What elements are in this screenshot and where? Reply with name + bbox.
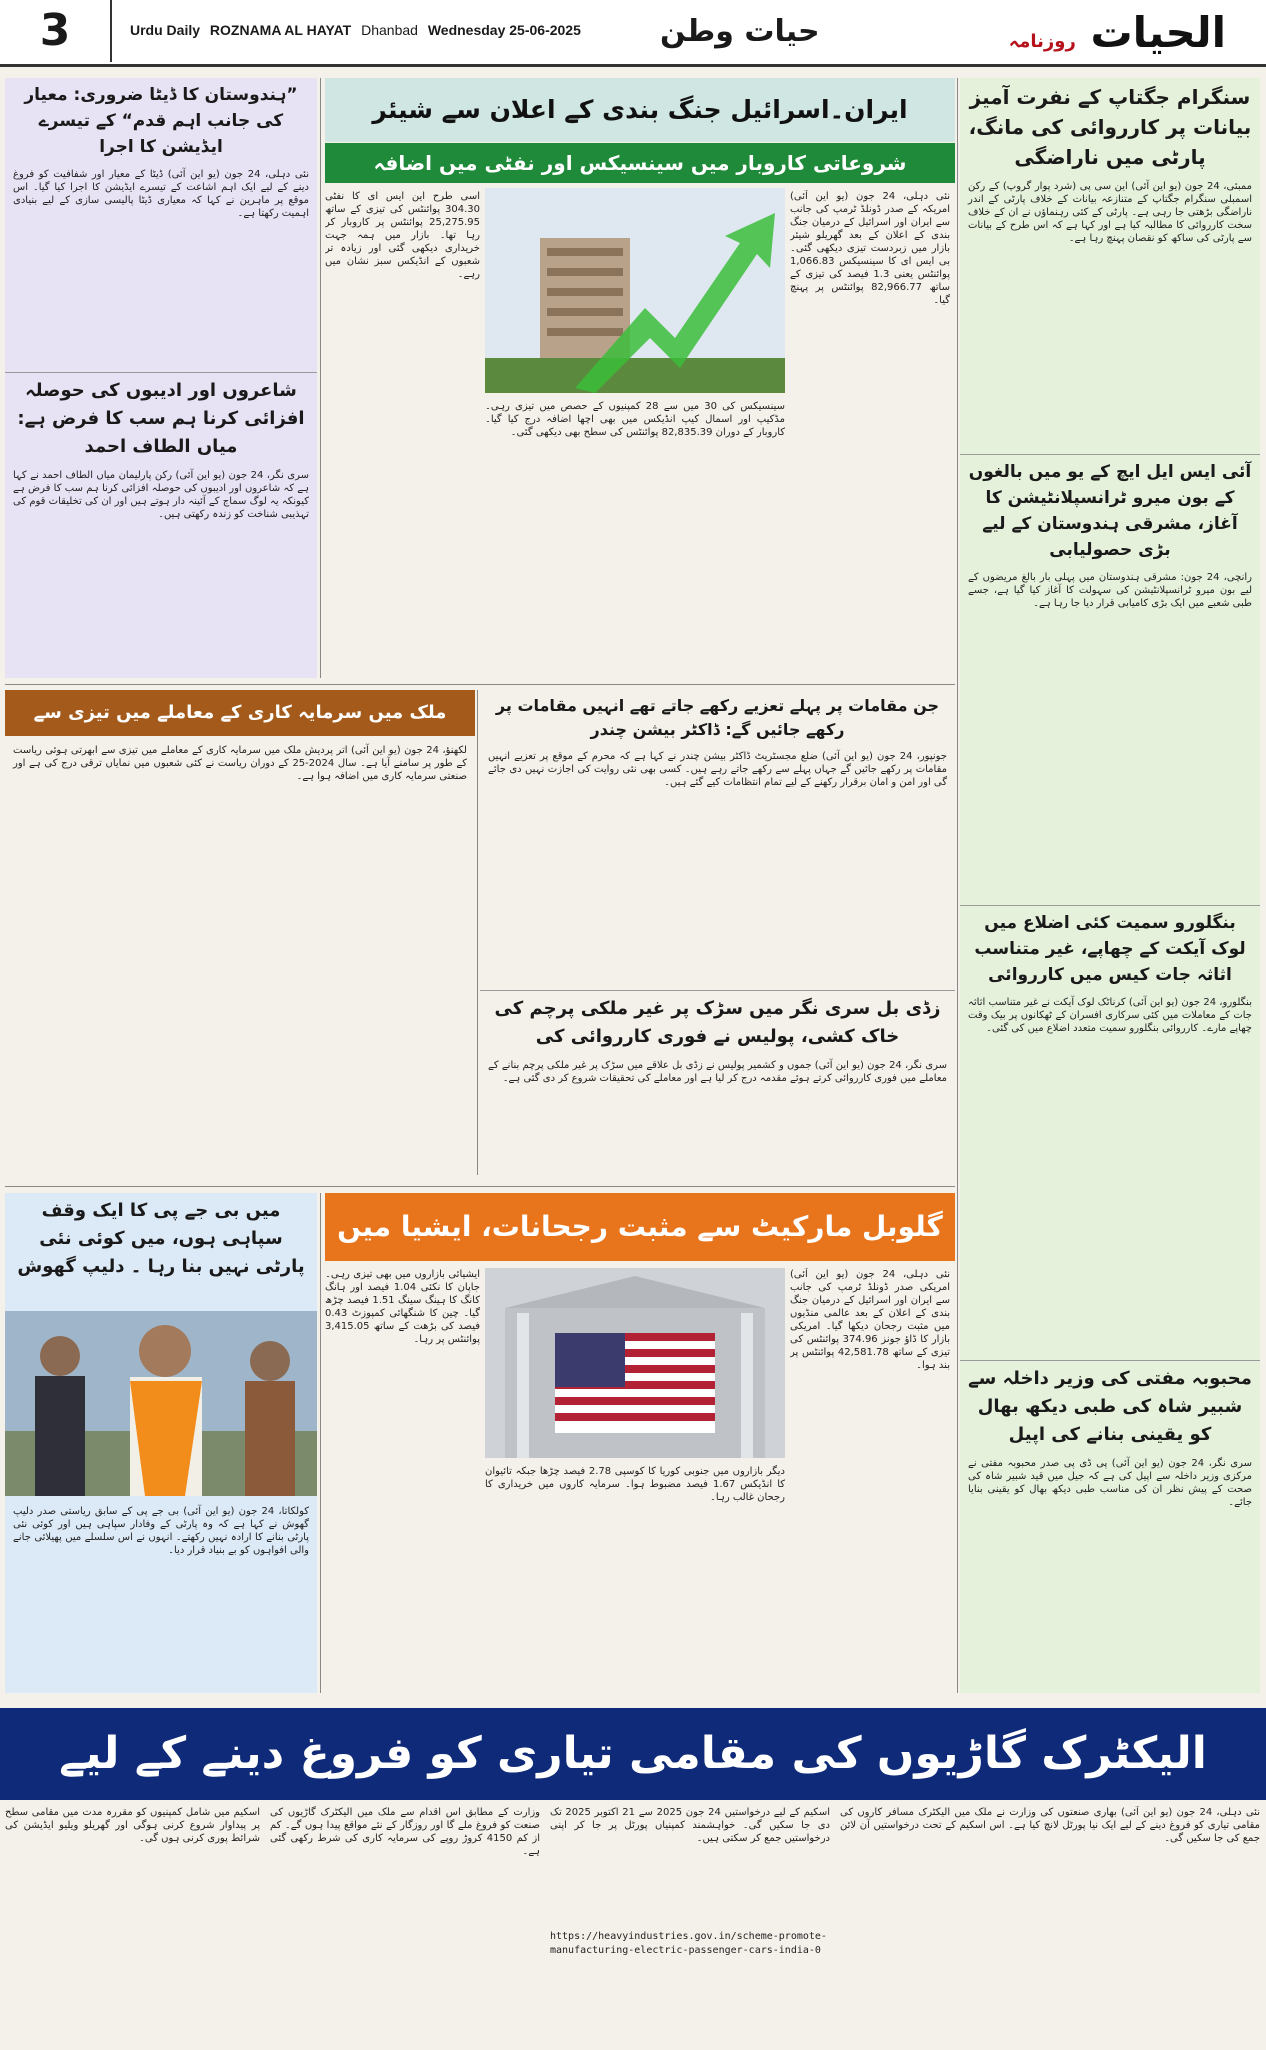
stock-chart-arrow-icon xyxy=(485,188,785,393)
article-tazia xyxy=(480,690,955,990)
body-up: لکھنؤ، 24 جون (یو این آئی) اتر پردیش ملک میں سرمایہ کاری کے معاملے میں تیزی سے ابھرتی ہوئی ریاست کے طور پر سامنے آیا ہے۔ سال 2024-25 کے دوران ریاست نے کئی شعبوں میں نمایاں ترقی درج کی ہے اور صنعتی سرمایہ کاری میں اضافہ ہوا ہے۔ xyxy=(13,745,467,782)
section-title: حیات وطن xyxy=(660,14,820,49)
headline-bengaluru: بنگلورو سمیت کئی اضلاع میں لوک آیکت کے چھاپے، غیر متناسب اثاثہ جات کیس میں کارروائی xyxy=(960,905,1260,992)
page-header xyxy=(0,0,1266,67)
row-rule xyxy=(5,1186,955,1187)
body-ev-3: وزارت کے مطابق اس اقدام سے ملک میں الیکٹرک گاڑیوں کی صنعت کو فروغ ملے گا اور روزگار کے نئے مواقع پیدا ہوں گے۔ کم از کم 4150 کروڑ روپے کی سرمایہ کاری کی شرط رکھی گئی ہے۔ xyxy=(270,1807,540,1857)
masthead-title: الحیات xyxy=(1090,8,1226,57)
body-iti: رانچی، 24 جون: مشرقی ہندوستان میں پہلی بار بالغ مریضوں کے لیے بون میرو ٹرانسپلانٹیشن کی سہولت کا آغاز کیا گیا ہے، جسے طبی شعبے میں ایک بڑی کامیابی قرار دیا جا رہا ہے۔ xyxy=(968,572,1252,609)
headline-data-edition: ”ہندوستان کا ڈیٹا ضروری: معیار کی جانب اہم قدم“ کے تیسرے ایڈیشن کا اجرا xyxy=(24,85,298,157)
body-ev-2: اسکیم کے لیے درخواستیں 24 جون 2025 سے 21 اکتوبر 2025 تک دی جا سکیں گی۔ خواہشمند کمپنیاں پورٹل پر جا کر اپنی درخواستیں جمع کر سکتی ہیں۔ xyxy=(550,1807,830,1844)
headline-up: ملک میں سرمایہ کاری کے معاملے میں تیزی سے xyxy=(33,702,447,723)
body-iran-2: اسی طرح این ایس ای کا نفٹی 304.30 پوائنٹس کی تیزی کے ساتھ 25,275.95 پوائنٹس پر کاروبار کر رہا تھا۔ بازار میں ہمہ جہت خریداری دیکھی گئی اور زیادہ تر شعبوں کے انڈیکس سبز نشان میں رہے۔ xyxy=(325,191,480,280)
column-rule xyxy=(320,78,321,678)
body-sangram: ممبئی، 24 جون (یو این آئی) این سی پی (شرد پوار گروپ) کے رکن اسمبلی سنگرام جگتاپ کے متنازعہ بیانات کے خلاف پارٹی کے اندر ناراضگی بڑھتی جا رہی ہے۔ پارٹی کے کئی رہنماؤں نے ان کے خلاف سخت کارروائی کا مطالبہ کیا ہے اور کہا ہے کہ اس طرح کے بیانات سے پارٹی کی ساکھ کو نقصان پہنچ رہا ہے۔ xyxy=(968,181,1253,244)
headline-iti: آئی ایس ایل ایچ کے یو میں بالغوں کے بون میرو ٹرانسپلانٹیشن کا آغاز، مشرقی ہندوستان کے لیے بڑی حصولیابی xyxy=(960,454,1260,567)
row-rule xyxy=(5,684,955,685)
masthead xyxy=(1005,8,1226,57)
headline-box-ev xyxy=(0,1708,1266,1800)
paper-name: ROZNAMA AL HAYAT xyxy=(209,22,352,38)
article-sangram xyxy=(960,78,1260,1693)
headline-mehbooba: محبوبہ مفتی کی وزیر داخلہ سے شبیر شاہ کی طبی دیکھ بھال کو یقینی بنانے کی اپیل xyxy=(960,1360,1260,1453)
headline-poets: شاعروں اور ادیبوں کی حوصلہ افزائی کرنا ہم سب کا فرض ہے: میاں الطاف احمد xyxy=(5,372,317,465)
body-global-1: نئی دہلی، 24 جون (یو این آئی) امریکی صدر ڈونلڈ ٹرمپ کی جانب سے ایران اور اسرائیل کے درمیان جنگ بندی کے اعلان کے بعد عالمی منڈیوں میں مثبت رجحان دیکھا گیا۔ امریکی بازار کا ڈاؤ جونز 374.96 پوائنٹس کی تیزی کے ساتھ 42,581.78 پوائنٹس پر بند ہوا۔ xyxy=(790,1269,950,1371)
body-data-edition: نئی دہلی، 24 جون (یو این آئی) ڈیٹا کے معیار اور شفافیت کو فروغ دینے کے لیے ایک اہم اشاعت کے تیسرے ایڈیشن کا اجرا کیا گیا۔ اس موقع پر ماہرین نے کہا کہ معیاری ڈیٹا پالیسی سازی کے لیے بنیادی اہمیت رکھتا ہے۔ xyxy=(13,169,309,219)
headline-box-iran xyxy=(325,78,955,142)
headline-box-global xyxy=(325,1193,955,1261)
paper-line: Urdu Daily xyxy=(130,22,201,38)
body-global-2: ایشیائی بازاروں میں بھی تیزی رہی۔ جاپان کا نکئی 1.04 فیصد اور ہانگ کانگ کا ہینگ سینگ 1.51 فیصد چڑھ گیا۔ چین کا شنگھائی کمپوزٹ 0.43 فیصد کی بڑھت کے ساتھ 3,415.05 پوائنٹس پر رہا۔ xyxy=(325,1269,480,1345)
headline-box-up xyxy=(5,690,475,736)
subhead-iran: شروعاتی کاروبار میں سینسیکس اور نفٹی میں اضافہ xyxy=(373,151,907,175)
body-iran-3: سینسیکس کی 30 میں سے 28 کمپنیوں کے حصص میں تیزی رہی۔ مڈکیپ اور اسمال کیپ انڈیکس میں بھی اچھا اضافہ درج کیا گیا۔ کاروبار کے دوران 82,835.39 پوائنٹس کی سطح بھی دیکھی گئی۔ xyxy=(485,401,785,438)
article-dilip xyxy=(5,1193,317,1693)
headline-zaddi: زڈی بل سری نگر میں سڑک پر غیر ملکی پرچم کی خاک کشی، پولیس نے فوری کارروائی کی xyxy=(494,998,941,1047)
headline-iran: ایران۔اسرائیل جنگ بندی کے اعلان سے شیئر xyxy=(372,95,908,124)
column-rule xyxy=(477,690,478,1175)
body-bengaluru: بنگلورو، 24 جون (یو این آئی) کرناٹک لوک آیکت نے غیر متناسب اثاثہ جات کے معاملات میں کئی سرکاری افسران کے ٹھکانوں پر بیک وقت چھاپے مارے۔ کارروائی بنگلورو سمیت متعدد اضلاع میں کی گئی۔ xyxy=(968,997,1252,1034)
column-rule xyxy=(320,1193,321,1693)
body-mehbooba: سری نگر، 24 جون (یو این آئی) پی ڈی پی صدر محبوبہ مفتی نے مرکزی وزیر داخلہ سے اپیل کی ہے کہ جیل میں قید شبیر شاہ کی صحت کے پیش نظر ان کی مناسب طبی دیکھ بھال کو یقینی بنایا جائے۔ xyxy=(968,1458,1252,1508)
masthead-prefix: روزنامہ xyxy=(1008,31,1076,52)
body-tazia: جونپور، 24 جون (یو این آئی) ضلع مجسٹریٹ ڈاکٹر بیشن چندر نے کہا ہے کہ محرم کے موقع پر تعزیے انہیں مقامات پر رکھے جائیں گے جہاں پہلے سے رکھے جاتے رہے ہیں۔ کسی بھی نئی روایت کی اجازت نہیں دی جائے گی اور امن و امان برقرار رکھنے کے لیے تمام انتظامات کیے گئے ہیں۔ xyxy=(488,751,947,788)
page-number: 3 xyxy=(0,0,112,62)
paper-city: Dhanbad xyxy=(361,22,418,38)
paper-date: Wednesday 25-06-2025 xyxy=(427,22,581,38)
ev-portal-url: https://heavyindustries.gov.in/scheme-promote-manufacturing-electric-passenger-cars-india-0 xyxy=(550,1931,827,1956)
body-poets: سری نگر، 24 جون (یو این آئی) رکن پارلیمان میاں الطاف احمد نے کہا ہے کہ شاعروں اور ادیبوں کی حوصلہ افزائی کرنا ہم سب کا فرض ہے کیونکہ یہ لوگ سماج کے آئینہ دار ہوتے ہیں اور ان کی تخلیقات قوم کی تہذیبی شناخت کو زندہ رکھتی ہیں۔ xyxy=(13,470,309,520)
subhead-box-iran xyxy=(325,143,955,183)
article-up xyxy=(5,740,475,1175)
dilip-photo xyxy=(5,1311,317,1496)
body-global-3: دیگر بازاروں میں جنوبی کوریا کا کوسپی 2.78 فیصد چڑھا جبکہ تائیوان کا انڈیکس 1.67 فیصد مضبوط ہوا۔ سرمایہ کاروں میں خریداری کا رجحان غالب رہا۔ xyxy=(485,1466,785,1503)
body-iran-1: نئی دہلی، 24 جون (یو این آئی) امریکہ کے صدر ڈونلڈ ٹرمپ کی جانب سے ایران اور اسرائیل کے درمیان جنگ بندی کے اعلان کے بعد گھریلو شیئر بازار میں زبردست تیزی دیکھی گئی۔ بی ایس ای کا سینسیکس 1,066.83 پوائنٹس یعنی 1.3 فیصد کی تیزی کے ساتھ 82,966.77 پوائنٹس پر پہنچ گیا۔ xyxy=(790,191,950,306)
headline-sangram: سنگرام جگتاپ کے نفرت آمیز بیانات پر کارروائی کی مانگ، پارٹی میں ناراضگی xyxy=(968,85,1252,169)
people-photo-icon xyxy=(5,1311,317,1496)
article-zaddi xyxy=(480,990,955,1176)
article-data-edition xyxy=(5,78,317,678)
body-dilip: کولکاتا، 24 جون (یو این آئی) بی جے پی کے سابق ریاستی صدر دلیپ گھوش نے کہا ہے کہ وہ پارٹی کے وفادار سپاہی ہیں اور کوئی نئی پارٹی بنانے کا ارادہ نہیں رکھتے۔ انہوں نے اس سلسلے میں پھیلائی جانے والی افواہوں کو بے بنیاد قرار دیا۔ xyxy=(13,1506,310,1556)
body-ev-4: اسکیم میں شامل کمپنیوں کو مقررہ مدت میں مقامی سطح پر پیداوار شروع کرنی ہوگی اور گھریلو ویلیو ایڈیشن کی شرائط پوری کرنی ہوں گی۔ xyxy=(5,1807,260,1844)
headline-ev: الیکٹرک گاڑیوں کی مقامی تیاری کو فروغ دینے کے لیے xyxy=(59,1728,1207,1779)
body-zaddi: سری نگر، 24 جون (یو این آئی) جموں و کشمیر پولیس نے زڈی بل علاقے میں سڑک پر غیر ملکی پرچم بنانے کے معاملے میں فوری کارروائی کرتے ہوئے مقدمہ درج کر لیا ہے اور معاملے کی تحقیقات شروع کر دی گئی ہے۔ xyxy=(488,1060,947,1084)
headline-dilip: میں بی جے پی کا ایک وقف سپاہی ہوں، میں کوئی نئی پارٹی نہیں بنا رہا ۔ دلیپ گھوش xyxy=(17,1200,305,1277)
column-rule xyxy=(957,78,958,1693)
flag-building-icon xyxy=(485,1268,785,1458)
headline-tazia: جن مقامات پر پہلے تعزیے رکھے جاتے تھے انہیں مقامات پر رکھے جائیں گے: ڈاکٹر بیشن چندر xyxy=(495,696,940,739)
headline-global: گلوبل مارکیٹ سے مثبت رجحانات، ایشیا میں xyxy=(337,1210,943,1243)
nyse-photo xyxy=(485,1268,785,1458)
stock-exchange-photo xyxy=(485,188,785,393)
body-ev-1: نئی دہلی، 24 جون (یو این آئی) بھاری صنعتوں کی وزارت نے ملک میں الیکٹرک مسافر کاروں کی مقامی تیاری کو فروغ دینے کے لیے ایک نیا پورٹل لانچ کیا ہے۔ اس اسکیم کے تحت درخواستیں آن لائن جمع کی جا سکیں گی۔ xyxy=(840,1807,1260,1844)
paper-meta xyxy=(130,22,587,38)
